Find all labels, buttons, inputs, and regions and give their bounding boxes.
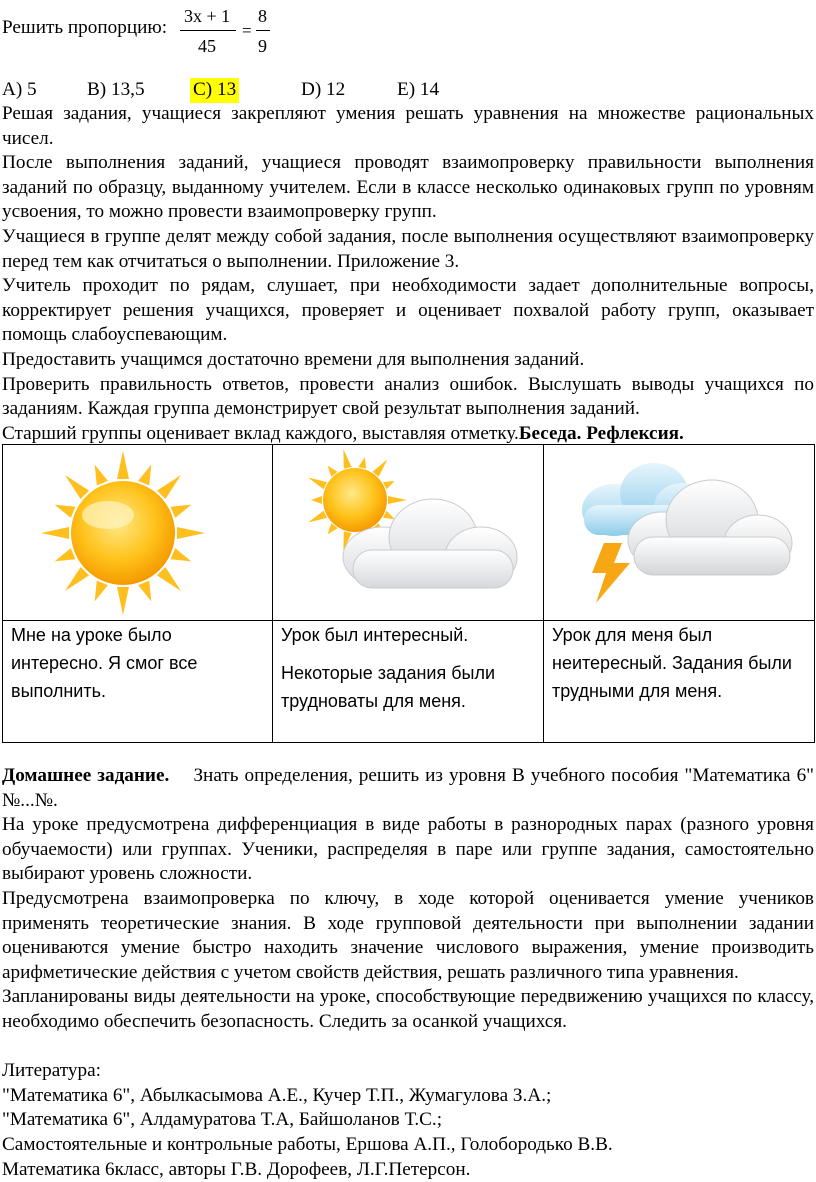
option-e: E) 14 xyxy=(397,78,439,103)
sun-cloud-cell xyxy=(273,445,544,621)
paragraph: Решая задания, учащиеся закрепляют умения решать уравнения на множестве рациональных чисел. xyxy=(2,102,814,151)
reflection-text-row xyxy=(3,621,815,743)
lower-paragraphs xyxy=(2,764,814,1182)
reflection-heading: Беседа. Рефлексия. xyxy=(519,423,684,444)
reflection-text: Урок для меня был неитересный. Задания были трудными для меня. xyxy=(552,621,806,705)
paragraph: После выполнения заданий, учащиеся проводят взаимопроверку правильности выполнения заданий по образцу, выданному учителем. Если в классе несколько одинаковых групп по уровням усвоения, то можно провести взаимопроверку групп. xyxy=(2,151,814,225)
storm-cell xyxy=(544,445,815,621)
option-c-highlighted: C) 13 xyxy=(190,78,239,103)
proportion-task xyxy=(2,2,402,62)
homework-text: Знать определения, решить из уровня В учебного пособия "Математика 6" №...№. xyxy=(2,765,814,811)
cloud-lightning-icon xyxy=(544,445,815,620)
paragraph: Учитель проходит по рядам, слушает, при необходимости задает дополнительные вопросы, корректирует решения учащихся, проверяет и оценивает похвалой работу групп, оказывает помощь слабоуспевающим. xyxy=(2,274,814,348)
left-fraction-bar xyxy=(180,30,236,31)
right-fraction-bar xyxy=(256,30,270,31)
sun-cell xyxy=(3,445,273,621)
reflection-images-row xyxy=(3,445,815,621)
sun-cloud-icon xyxy=(273,445,544,620)
homework-label: Домашнее задание. xyxy=(2,765,169,786)
reflection-text: Урок был интересный. xyxy=(281,621,535,649)
paragraph: Предусмотрена взаимопроверка по ключу, в ходе которой оценивается умение учеников применять теоретические знания. В ходе групповой деятельности при выполнении задании оцениваются умение быстро находить значение числового выражения, умение производить арифметические действия с учетом свойств действия, решать различного типа уравнения. xyxy=(2,887,814,985)
left-denominator: 45 xyxy=(198,34,216,59)
paragraph: Запланированы виды деятельности на уроке, способствующие передвижению учащихся по классу, необходимо обеспечить безопасность. Следить за осанкой учащихся. xyxy=(2,985,814,1034)
last-line-text: Старший группы оценивает вклад каждого, выставляя отметку. xyxy=(2,423,519,444)
literature-heading: Литература: xyxy=(2,1059,814,1084)
option-d: D) 12 xyxy=(301,78,345,103)
paragraph: Предоставить учащимся достаточно времени для выполнения заданий. xyxy=(2,348,814,373)
reflection-table xyxy=(2,444,815,743)
option-a: A) 5 xyxy=(2,78,37,103)
reflection-option-good xyxy=(3,621,273,743)
reflection-option-bad xyxy=(544,621,815,743)
upper-paragraphs xyxy=(2,102,814,446)
literature-item: "Математика 6", Алдамуратова Т.А, Байшоланов Т.С.; xyxy=(2,1108,814,1133)
right-numerator: 8 xyxy=(258,4,267,29)
blank-line xyxy=(2,1035,814,1060)
reflection-text: Некоторые задания были трудноваты для меня. xyxy=(281,659,535,715)
equals-sign: = xyxy=(242,19,252,44)
left-numerator: 3x + 1 xyxy=(184,4,230,29)
literature-item: Самостоятельные и контрольные работы, Ершова А.П., Голобородько В.В. xyxy=(2,1133,814,1158)
literature-item: Математика 6класс, авторы Г.В. Дорофеев, Л.Г.Петерсон. xyxy=(2,1158,814,1182)
paragraph: На уроке предусмотрена дифференциация в виде работы в разнородных парах (разного уровня обучаемости) или группах. Ученики, распределяя в паре или группе задания, самостоятельно выбирают уровень сложности. xyxy=(2,813,814,887)
right-denominator: 9 xyxy=(258,34,267,59)
sun-icon xyxy=(3,445,273,620)
homework-paragraph xyxy=(2,764,814,813)
paragraph-with-bold xyxy=(2,422,814,447)
option-b: B) 13,5 xyxy=(87,78,145,103)
reflection-text: Мне на уроке было интересно. Я смог все выполнить. xyxy=(11,621,264,705)
paragraph: Учащиеся в группе делят между собой задания, после выполнения осуществляют взаимопроверку перед тем как отчитаться о выполнении. Приложение 3. xyxy=(2,225,814,274)
task-label: Решить пропорцию: xyxy=(2,16,167,41)
paragraph: Проверить правильность ответов, провести анализ ошибок. Выслушать выводы учащихся по заданиям. Каждая группа демонстрирует свой результат выполнения заданий. xyxy=(2,373,814,422)
reflection-option-medium xyxy=(273,621,544,743)
literature-item: "Математика 6", Абылкасымова А.Е., Кучер Т.П., Жумагулова З.А.; xyxy=(2,1084,814,1109)
